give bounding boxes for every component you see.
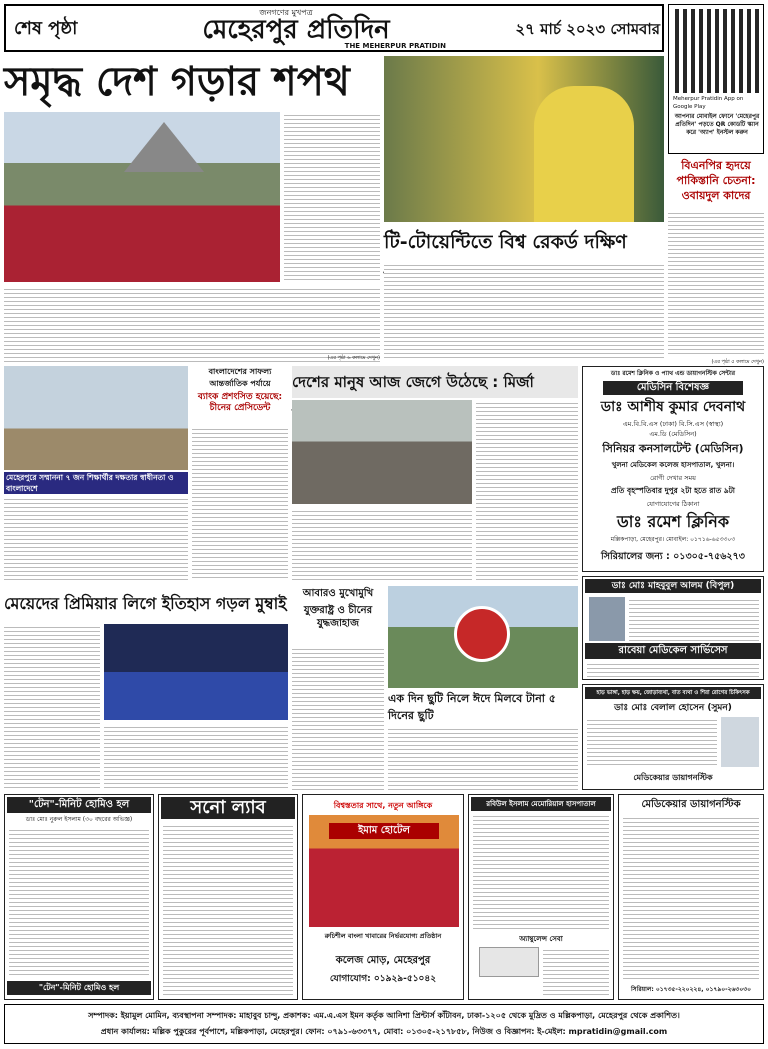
mahbubul-address: [587, 661, 759, 677]
issue-date: ২৭ মার্চ ২০২৩ সোমবার: [515, 20, 660, 38]
cricketer-shape: [534, 86, 634, 222]
hospital-title: রবিউল ইসলাম মেমোরিয়াল হাসপাতাল: [471, 797, 611, 811]
cricket-photo: [384, 56, 664, 222]
imprint-footer: [4, 1004, 764, 1044]
newspaper-title: মেহেরপুর প্রতিদিন: [202, 15, 390, 45]
restaurant-phone: যোগাযোগ: ০১৯২৯-৫১০৪২: [329, 974, 437, 984]
hospital-ambulance: অ্যাম্বুলেন্স সেবা: [519, 935, 563, 943]
eid-photo: [388, 586, 578, 688]
hospital-ad: [468, 794, 614, 1000]
imprint-line-2: প্রধান কার্যালয়: মল্লিক পুকুরের পূর্বপাশে, মল্লিকপাড়া, মেহেরপুর। ফোন: ০৭৯১-৬৩৩৭৭, মোবা: ০১৩০৫-২১৭৮৫৮, নিউজ ও বিজ্ঞাপন: ই-মেইল: mpratidin@gmail.com: [100, 1027, 668, 1036]
belal-header: হাড় ভাঙ্গা, হাড় ক্ষয়, জোড়াব্যথা, বাত ব্যথা ও শিরা রোগের চিকিৎসক: [585, 687, 761, 699]
masthead-tagline: জনগণের মুখপত্র: [259, 8, 313, 17]
medicine-consultant: সিনিয়র কনসালটেন্ট (মেডিসিন): [602, 442, 744, 455]
meherpur-photo: [4, 366, 188, 470]
belal-center: মেডিকেয়ার ডায়াগনস্টিক: [633, 773, 713, 782]
lead-body: [4, 286, 380, 362]
medicare-title: মেডিকেয়ার ডায়াগনস্টিক: [641, 799, 741, 810]
usa-body: [292, 646, 384, 790]
medicine-visit: রোগী দেখার সময়: [650, 474, 696, 482]
sono-details: [163, 823, 293, 995]
sidebar-body: [668, 210, 764, 356]
eid-headline: এক দিন ছুটি নিলে ঈদে মিলবে টানা ৫ দিনের ছুটি: [388, 692, 556, 722]
medicine-md: এম.ডি (মেডিসিন): [649, 430, 697, 438]
lead-headline: সমৃদ্ধ দেশ গড়ার শপথ: [4, 59, 350, 105]
homeo-title: "টেন"-মিনিট হোমিও হল: [7, 797, 151, 813]
page-label: শেষ পৃষ্ঠা: [14, 18, 78, 39]
medicine-address-label: যোগাযোগের ঠিকানা: [646, 500, 700, 508]
bank-headline: ব্যাংক প্রশংসিত হয়েছে: চীনের প্রেসিডেন্ট: [197, 392, 283, 413]
mahbubul-photo: [589, 597, 625, 641]
medicine-hospital: খুলনা মেডিকেল কলেজ হাসপাতাল, খুলনা।: [611, 461, 735, 469]
hospital-address: [543, 947, 609, 995]
medicine-doctor: ডাঃ আশীষ কুমার দেবনাথ: [600, 399, 746, 415]
belal-photo: [721, 717, 759, 767]
sono-title: সনো ল্যাব: [161, 797, 295, 819]
bank-body: [192, 426, 288, 580]
homeo-details: [9, 827, 149, 977]
homeo-ad: [4, 794, 154, 1000]
medicine-address: মল্লিকপাড়া, মেহেরপুর। মোবাইল: ০১৭১৬-৬৫৩৩০৩: [610, 536, 736, 543]
mahbubul-ad: [582, 576, 764, 680]
medicine-clinic: ডাঃ রমেশ ক্লিনিক: [616, 512, 730, 531]
sidebar-more: (এর পৃষ্ঠা ৫ কলামে দেখুন): [711, 359, 764, 365]
medicine-serial: সিরিয়ালের জন্য : ০১৩০৫-৭৫৬২৭৩: [601, 551, 745, 562]
mirza-body-right: [476, 400, 578, 580]
homeo-footer: "টেন"-মিনিট হোমিও হল: [7, 981, 151, 995]
mumbai-headline: মেয়েদের প্রিমিয়ার লিগে ইতিহাস গড়ল মুম্বাই: [4, 594, 287, 613]
medicare-serial: সিরিয়াল: ০১৭৩৫-২২০২২৪, ০১৭৯০-২৬৩০৩০: [630, 986, 752, 993]
lead-photo: [4, 112, 280, 282]
mahbubul-name: ডাঃ মোঃ মাহবুবুল আলম (বিপুল): [585, 579, 761, 593]
newspaper-title-en: THE MEHERPUR PRATIDIN: [344, 42, 446, 50]
monument-shape: [124, 122, 204, 172]
lead-more: (এর পৃষ্ঠা ৬ কলামে দেখুন): [327, 355, 380, 361]
mumbai-body-left: [4, 624, 100, 790]
qr-app-label: Meherpur Pratidin App on Google Play: [673, 96, 744, 110]
eid-body: [388, 726, 578, 790]
medicine-header: ডাঃ রমেশ ক্লিনিক ও প্যাথ এন্ড ডায়াগনস্টিক সেন্টার: [610, 370, 736, 377]
qr-code: [675, 9, 759, 93]
mirza-photo: [292, 400, 472, 504]
restaurant-place: কলেজ মোড়, মেহেরপুর: [335, 955, 431, 966]
lead-body-right: [284, 112, 380, 282]
bank-kicker: বাংলাদেশের সাফল্য আন্তর্জাতিক পর্যায়ে: [208, 367, 272, 388]
meherpur-headline: মেহেরপুরে সম্মাননা ৭ জন শিক্ষার্থীর দক্ষতার স্বাধীনতা ও বাংলাদেশে: [4, 472, 188, 494]
belal-name: ডাঃ মোঃ বেলাল হোসেন (সুমন): [614, 703, 732, 713]
restaurant-name: ইমাম হোটেল: [329, 823, 439, 839]
belal-ad: [582, 684, 764, 790]
mumbai-photo: [104, 624, 288, 720]
sono-ad: [158, 794, 298, 1000]
cricket-body: [384, 262, 664, 358]
usa-kicker: আবারও মুখোমুখি: [302, 588, 374, 599]
meherpur-body: [4, 496, 188, 580]
masthead: [4, 4, 664, 52]
hospital-details: [473, 813, 609, 931]
restaurant-photo: [309, 815, 459, 927]
medicine-time: প্রতি বৃহস্পতিবার দুপুর ২টা হতে রাত ৯টা: [611, 486, 735, 495]
medicare-ad: [618, 794, 764, 1000]
mahbubul-details: [629, 597, 759, 641]
qr-box: [668, 4, 764, 154]
medicine-degrees: এম.বি.বি.এস (ঢাকা) বি.সি.এস (স্বাস্থ্য): [622, 420, 724, 428]
medicine-specialty: মেডিসিন বিশেষজ্ঞ: [603, 381, 743, 395]
imprint-line-1: সম্পাদক: ইয়ামুল মোমিন, ব্যবস্থাপনা সম্পাদক: মাহাবুব চান্দু, প্রকাশক: এম.এ.এস ইমন কর্তৃক আনিশা প্রিন্টার্স কাঁটাবন, ঢাকা-১২০৫ থেকে মুদ্রিত ও মল্লিকপাড়া, মেহেরপুর থেকে প্রকাশিত।: [88, 1011, 680, 1020]
medicare-details: [623, 815, 759, 979]
medicine-ad: [582, 366, 764, 572]
usa-headline: যুক্তরাষ্ট্র ও চীনের যুদ্ধজাহাজ: [303, 605, 373, 629]
cricket-headline: টি-টোয়েন্টিতে বিশ্ব রেকর্ড দক্ষিণ: [384, 231, 627, 253]
qr-instruction: আপনার মোবাইল ফোনে 'মেহেরপুর প্রতিদিন' পড়তে QR কোডটি স্ক্যান করে 'অ্যাপ' ইনস্টল করুন: [674, 113, 760, 136]
sidebar-headline: বিএনপির হৃদয়ে পাকিস্তানি চেতনা: ওবায়দুল কাদের: [676, 159, 756, 202]
belal-details: [587, 717, 717, 767]
mirza-headline: দেশের মানুষ আজ জেগে উঠেছে : মির্জা: [292, 366, 578, 398]
ambulance-icon: [479, 947, 539, 977]
restaurant-tagline: বিশ্বস্ততার সাথে, নতুন আঙ্গিকে: [333, 801, 433, 810]
mirza-body: [292, 508, 472, 580]
homeo-doctor: ডাঃ মোঃ নুরুল ইসলাম (৩০ বছরের অভিজ্ঞ): [25, 816, 133, 823]
restaurant-ad: [302, 794, 464, 1000]
mahbubul-center: রাবেয়া মেডিকেল সার্ভিসেস: [585, 643, 761, 659]
mumbai-body: [104, 724, 288, 790]
restaurant-desc: রুচিশীল বাংলা খাবারের নির্ভরযোগ্য প্রতিষ্ঠান: [324, 932, 442, 940]
govt-seal-icon: [454, 606, 510, 662]
